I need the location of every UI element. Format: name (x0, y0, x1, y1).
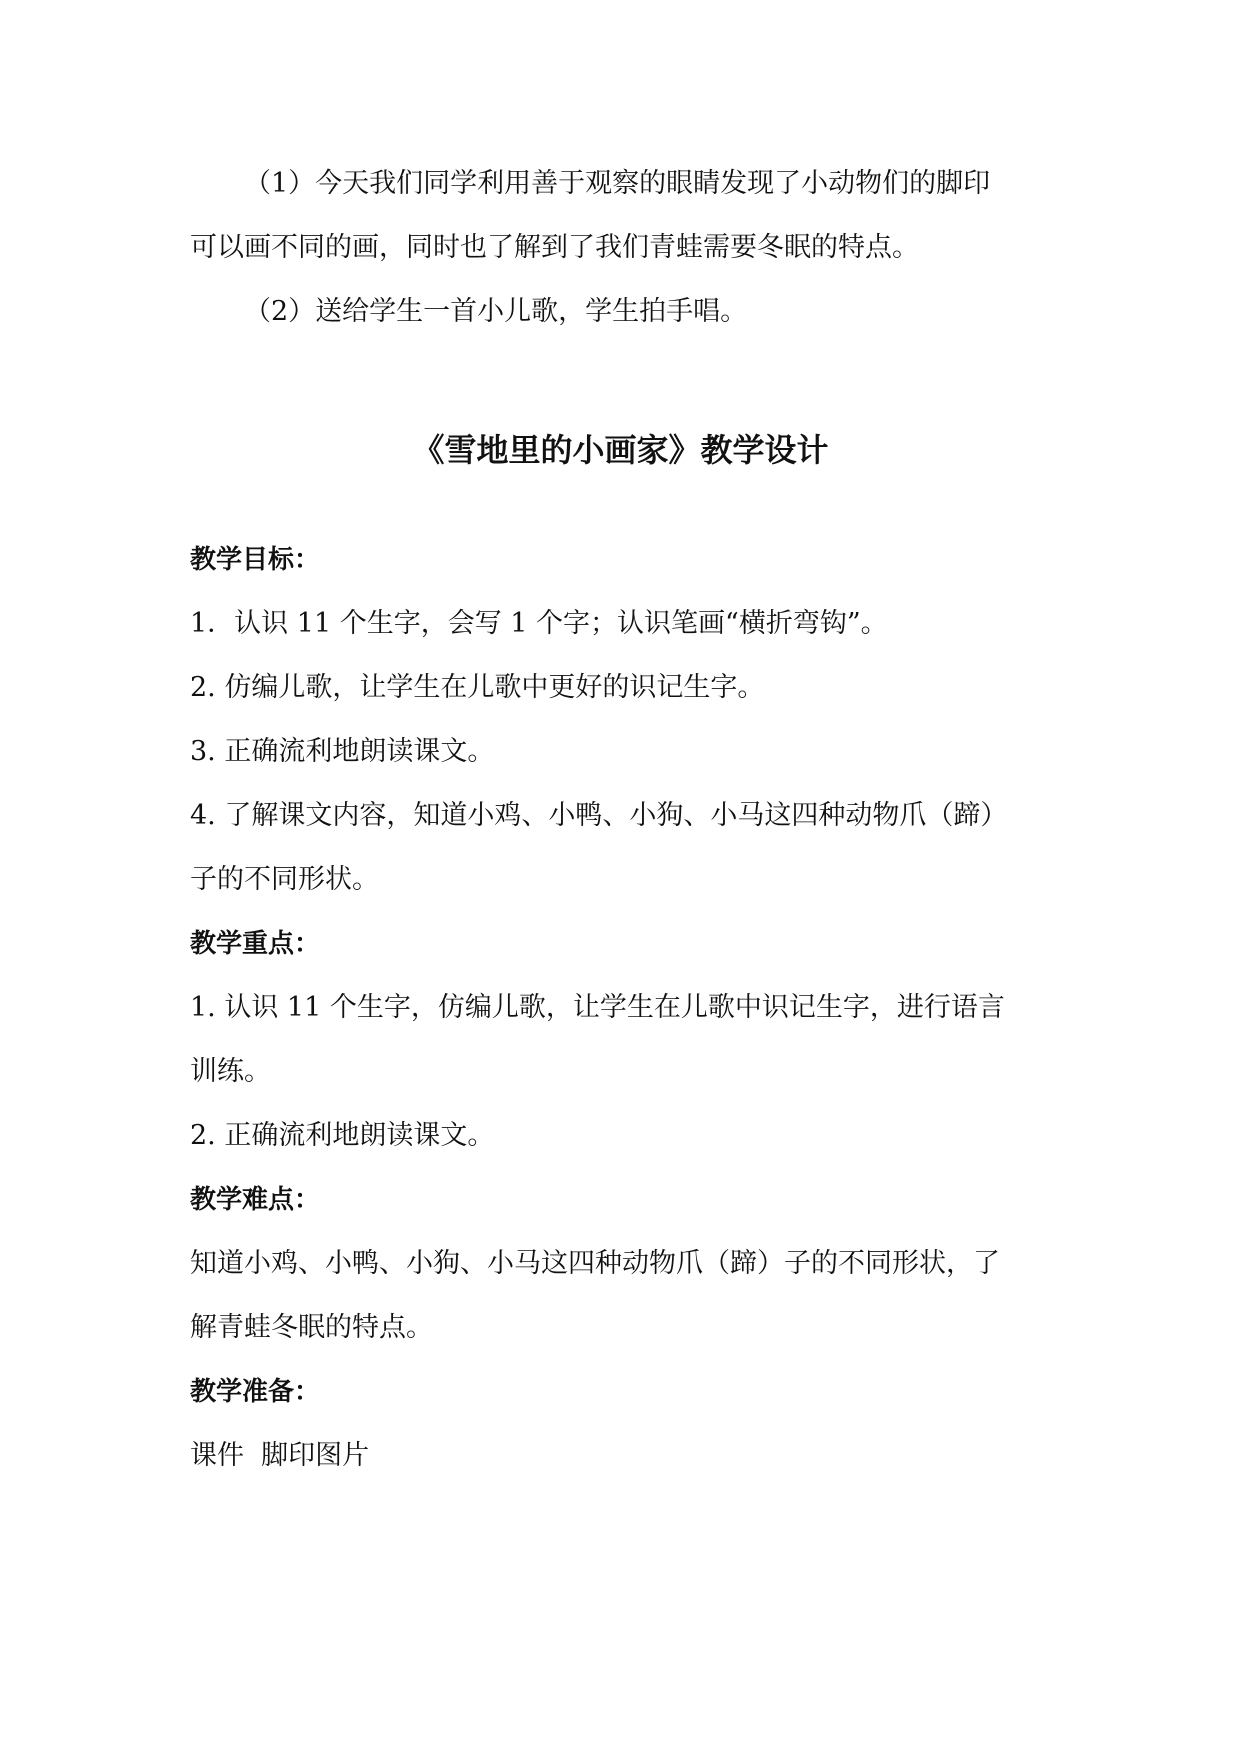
summary-paragraph-1-line-2: 可以画不同的画，同时也了解到了我们青蛙需要冬眠的特点。 (190, 232, 919, 263)
summary-paragraph-1-line-1: （1）今天我们同学利用善于观察的眼睛发现了小动物们的脚印 (244, 168, 991, 199)
objectives-heading: 教学目标： (190, 545, 321, 575)
preparation-text: 课件 脚印图片 (190, 1440, 370, 1471)
key-point-item-1-line-2: 训练。 (190, 1056, 271, 1087)
difficulties-line-1: 知道小鸡、小鸭、小狗、小马这四种动物爪（蹄）子的不同形状，了 (190, 1248, 1000, 1279)
document-title: 《雪地里的小画家》教学设计 (412, 431, 829, 469)
difficulties-line-2: 解青蛙冬眠的特点。 (190, 1312, 433, 1343)
objective-item-1: 1．认识 11 个生字，会写 1 个字；认识笔画“横折弯钩”。 (190, 608, 888, 639)
objective-item-2: 2. 仿编儿歌，让学生在儿歌中更好的识记生字。 (190, 672, 765, 703)
objective-item-4-line-2: 子的不同形状。 (190, 864, 379, 895)
objective-item-3: 3. 正确流利地朗读课文。 (190, 736, 495, 767)
key-points-heading: 教学重点： (190, 929, 321, 959)
key-point-item-1-line-1: 1. 认识 11 个生字，仿编儿歌，让学生在儿歌中识记生字，进行语言 (190, 992, 1005, 1023)
key-point-item-2: 2. 正确流利地朗读课文。 (190, 1120, 495, 1151)
preparation-heading: 教学准备： (190, 1377, 321, 1407)
objective-item-4-line-1: 4. 了解课文内容，知道小鸡、小鸭、小狗、小马这四种动物爪（蹄） (190, 800, 1008, 831)
difficulties-heading: 教学难点： (190, 1185, 321, 1215)
summary-paragraph-2: （2）送给学生一首小儿歌，学生拍手唱。 (244, 296, 748, 327)
